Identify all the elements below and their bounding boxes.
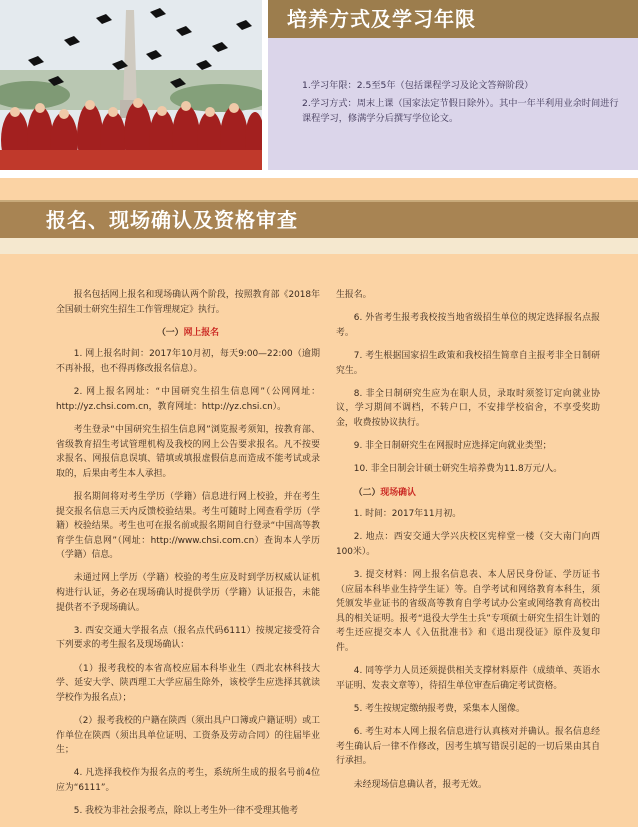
subsection-heading: （一）网上报名 (156, 327, 220, 338)
paragraph: 5. 我校为非社会报考点，除以上考生外一律不受理其他考 (73, 806, 299, 817)
paragraph: 6. 考生对本人网上报名信息进行认真核对并确认。报名信息经考生确认后一律不作修改，因考生填写错误引起的一切后果由其自行承担。 (336, 727, 600, 767)
paragraph: 8. 非全日制研究生应为在职人员，录取时须签订定向就业协议，学习期间不调档，不转户口，不安排学校宿舍，不享受奖助金，收费按协议执行。 (336, 388, 600, 428)
section2-left-column (56, 288, 320, 827)
subsection-heading: （二）现场确认 (353, 487, 416, 498)
paragraph: 未通过网上学历（学籍）校验的考生应及时到学历权威认证机构进行认证，务必在现场确认时提供学历（学籍）认证报告，未能提供者不予现场确认。 (56, 573, 320, 613)
paragraph: 7. 考生根据国家招生政策和我校招生简章自主报考非全日制研究生。 (336, 350, 600, 376)
paragraph: （2）报考我校的户籍在陕西（须出具户口簿或户籍证明）或工作单位在陕西（须出具单位证明、工资条及劳动合同）的往届毕业生； (56, 716, 320, 756)
section1-title: 培养方式及学习年限 (287, 7, 476, 31)
paragraph: 5. 考生按规定缴纳报考费，采集本人图像。 (353, 704, 525, 714)
divider (0, 170, 638, 178)
section1-item-1: 1.学习年限：2.5至5年（包括课程学习及论文答辩阶段） (302, 80, 534, 91)
section2-title: 报名、现场确认及资格审查 (46, 208, 298, 232)
section1-header (268, 0, 638, 38)
graduation-photo-illustration (0, 0, 262, 170)
paragraph: 4. 凡选择我校作为报名点的考生，系统所生成的报名号前4位应为“6111”。 (56, 768, 320, 793)
paragraph: 考生登录“中国研究生招生信息网”浏览报考须知，按教育部、省级教育招生考试管理机构及我校的网上公告要求报名。凡不按要求报名、网报信息误填、错填或填报虚假信息而造成不能考试或录取的，后果由考生本人承担。 (56, 424, 320, 479)
paragraph: （1）报考我校的本省高校应届本科毕业生（西北农林科技大学、延安大学、陕西理工大学应届生除外，该校学生应选择其就读学校作为报名点）； (56, 663, 320, 703)
section2-header (0, 200, 638, 238)
paragraph: 4. 同等学力人员还须提供相关支撑材料原件（成绩单、英语水平证明、发表文章等），待招生单位审查后确定考试资格。 (336, 666, 600, 691)
paragraph: 1. 时间：2017年11月初。 (353, 509, 462, 520)
paragraph: 1. 网上报名时间：2017年10月初，每天9:00—22:00（逾期不再补报，也不得再修改报名信息）。 (56, 349, 320, 374)
paragraph: 2. 地点：西安交通大学兴庆校区宪梓堂一楼（交大南门向西100米）。 (336, 532, 600, 557)
section2-right-column (336, 288, 600, 801)
paragraph: 6. 外省考生报考我校按当地省级招生单位的规定选择报名点报考。 (336, 313, 600, 338)
paragraph: 3. 西安交通大学报名点（报名点代码6111）按规定接受符合下列要求的考生报名及现场确认： (56, 625, 320, 651)
section2-stripe (0, 238, 638, 254)
paragraph: 报名包括网上报名和现场确认两个阶段，按照教育部《2018年全国硕士研究生招生工作管理规定》执行。 (56, 290, 320, 315)
paragraph: 2. 网上报名网址：“中国研究生招生信息网”（公网网址：http://yz.chsi.com.cn，教育网址：http://yz.chsi.cn）。 (56, 387, 320, 412)
paragraph: 9. 非全日制研究生在网报时应选择定向就业类型； (353, 441, 552, 452)
paragraph: 未经现场信息确认者，报考无效。 (353, 779, 487, 790)
paragraph: 3. 提交材料：网上报名信息表、本人居民身份证、学历证书（应届本科毕业生持学生证）等。自学考试和网络教育本科生，须凭颁发毕业证书的省级高等教育自学考试办公室或网络教育高校出具的相关证明。报考“退役大学生士兵”专项硕士研究生招生计划的考生还应提交本人《入伍批准书》和《退出现役证》原件及复印件。 (336, 570, 600, 654)
paragraph: 10. 非全日制会计硕士研究生培养费为11.8万元/人。 (353, 464, 563, 475)
paragraph: 报名期间将对考生学历（学籍）信息进行网上校验，并在考生提交报名信息三天内反馈校验结果。考生可随时上网查看学历（学籍）校验结果。考生也可在报名前或报名期间自行登录“中国高等教育学生信息网”（网址：http://www.chsi.com.cn）查询本人学历（学籍）信息。 (56, 491, 320, 561)
paragraph: 生报名。 (336, 290, 372, 300)
section1-content (268, 38, 638, 170)
section1-item-2: 2.学习方式：周末上课（国家法定节假日除外）。其中一年半利用业余时间进行课程学习，修满学分后撰写学位论文。 (302, 98, 619, 124)
graduation-photo (0, 0, 262, 170)
top-band (0, 0, 638, 170)
